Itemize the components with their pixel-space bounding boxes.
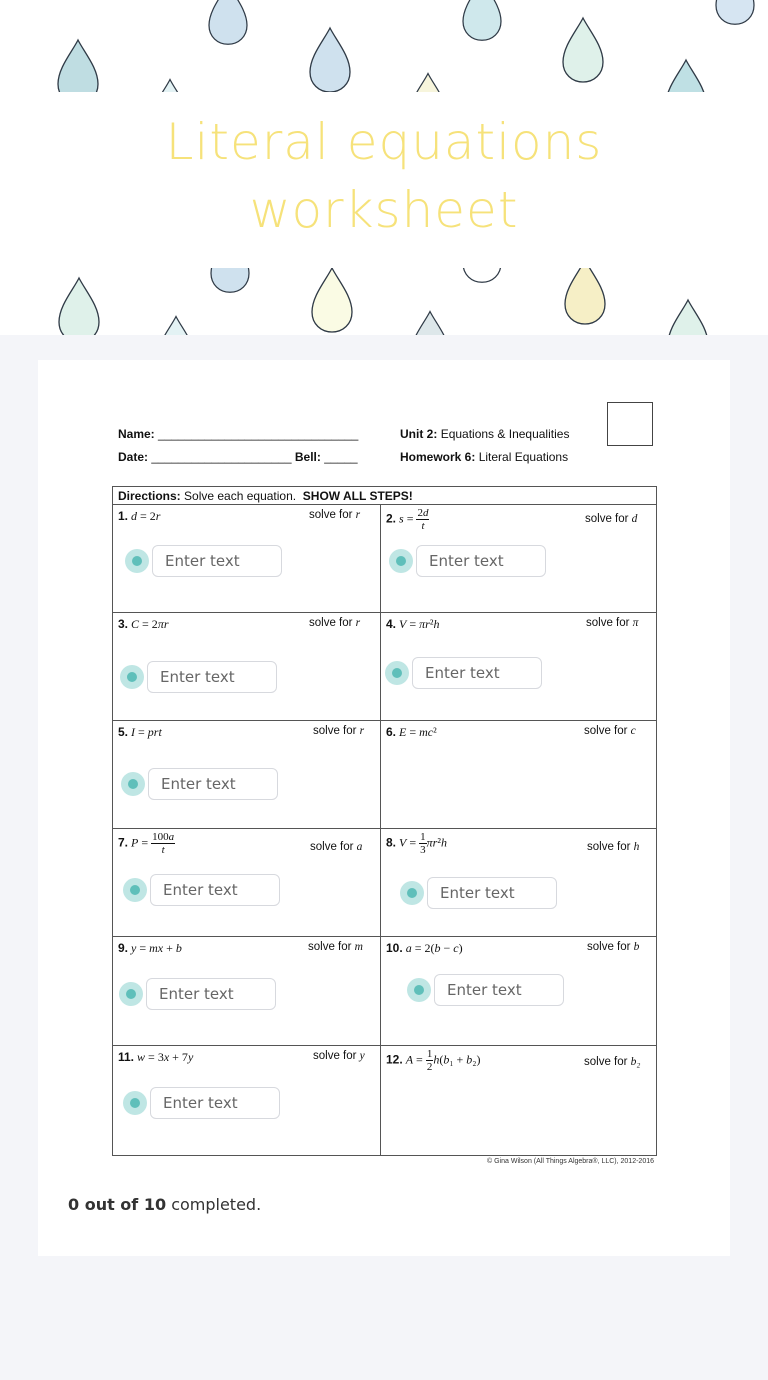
solve-for-3 bbox=[309, 617, 360, 629]
solve-label: solve for bbox=[313, 1050, 357, 1062]
solve-var: b bbox=[633, 941, 640, 953]
equation-10: 10. a = 2(b − c) bbox=[386, 941, 463, 955]
bell-line: _____ bbox=[324, 450, 358, 464]
date-row bbox=[118, 450, 358, 464]
problem-grid bbox=[112, 486, 657, 1156]
solve-label: solve for bbox=[308, 941, 352, 953]
answer-8 bbox=[400, 877, 557, 909]
homework-label: Homework 6: bbox=[400, 450, 476, 464]
title-line-1: Literal equations bbox=[165, 113, 603, 171]
answer-11 bbox=[123, 1087, 280, 1119]
answer-input-1[interactable] bbox=[152, 545, 282, 577]
solve-label: solve for bbox=[309, 617, 353, 629]
answer-5 bbox=[121, 768, 278, 800]
problem-number: 1. bbox=[118, 509, 129, 523]
title-line-2: worksheet bbox=[249, 181, 519, 239]
solve-label: solve for bbox=[585, 513, 629, 525]
equation-8: 8. V = $\frac{1}{3}$ πr²h bbox=[386, 831, 447, 856]
solve-for-10 bbox=[587, 941, 639, 953]
name-label: Name: bbox=[118, 427, 155, 441]
problem-number: 11. bbox=[118, 1050, 135, 1064]
solve-label: solve for bbox=[309, 509, 353, 521]
problem-number: 12. bbox=[386, 1052, 403, 1067]
solve-var: b₂ bbox=[630, 1056, 641, 1068]
solve-label: solve for bbox=[586, 617, 630, 629]
name-line: ______________________________ bbox=[158, 427, 359, 441]
answer-9 bbox=[119, 978, 276, 1010]
directions-text: Solve each equation. bbox=[184, 489, 297, 503]
score-box bbox=[607, 402, 653, 446]
solve-var: a bbox=[356, 841, 363, 853]
solve-for-1 bbox=[309, 509, 360, 521]
solve-label: solve for bbox=[584, 1056, 628, 1068]
solve-for-7 bbox=[310, 841, 362, 853]
name-row bbox=[118, 427, 358, 441]
problem-number: 10. bbox=[386, 941, 403, 955]
solve-label: solve for bbox=[313, 725, 357, 737]
problem-number: 2. bbox=[386, 511, 397, 526]
problem-cell-6 bbox=[381, 721, 656, 829]
worksheet-card bbox=[38, 360, 730, 1256]
solve-for-5 bbox=[313, 725, 364, 737]
answer-input-7[interactable] bbox=[150, 874, 280, 906]
solve-label: solve for bbox=[587, 941, 631, 953]
record-dot-icon[interactable] bbox=[119, 982, 143, 1006]
answer-input-10[interactable] bbox=[434, 974, 564, 1006]
date-line: _____________________ bbox=[151, 450, 292, 464]
homework-text: Literal Equations bbox=[478, 450, 569, 464]
answer-7 bbox=[123, 874, 280, 906]
answer-input-3[interactable] bbox=[147, 661, 277, 693]
equation-11: 11. w = 3x + 7y bbox=[118, 1050, 194, 1064]
problem-cell-12 bbox=[381, 1046, 656, 1155]
solve-label: solve for bbox=[587, 841, 631, 853]
solve-var: π bbox=[632, 617, 639, 629]
directions-emphasis: SHOW ALL STEPS! bbox=[302, 489, 413, 503]
solve-label: solve for bbox=[310, 841, 354, 853]
answer-input-4[interactable] bbox=[412, 657, 542, 689]
answer-4 bbox=[385, 657, 542, 689]
record-dot-icon[interactable] bbox=[385, 661, 409, 685]
record-dot-icon[interactable] bbox=[121, 772, 145, 796]
solve-var: h bbox=[633, 841, 640, 853]
record-dot-icon[interactable] bbox=[125, 549, 149, 573]
solve-label: solve for bbox=[584, 725, 628, 737]
answer-input-11[interactable] bbox=[150, 1087, 280, 1119]
solve-for-6 bbox=[584, 725, 636, 737]
progress-status bbox=[68, 1195, 261, 1214]
solve-var: y bbox=[359, 1050, 365, 1062]
equation-7: 7. P = $\frac{100a}{t}$ bbox=[118, 831, 175, 856]
bell-label: Bell: bbox=[294, 450, 321, 464]
page-title bbox=[0, 108, 768, 244]
equation-9: 9. y = mx + b bbox=[118, 941, 182, 955]
equation-4: 4. V = πr²h bbox=[386, 617, 440, 631]
record-dot-icon[interactable] bbox=[123, 1091, 147, 1115]
answer-10 bbox=[407, 974, 564, 1006]
solve-var: r bbox=[359, 725, 365, 737]
progress-count: 0 out of 10 bbox=[68, 1195, 167, 1214]
solve-for-8 bbox=[587, 841, 639, 853]
solve-for-4 bbox=[586, 617, 638, 629]
solve-for-11 bbox=[313, 1050, 365, 1062]
solve-var: r bbox=[355, 509, 361, 521]
problem-number: 5. bbox=[118, 725, 129, 739]
solve-for-9 bbox=[308, 941, 363, 953]
equation-2: 2. s = $\frac{2d}{t}$ bbox=[386, 507, 429, 532]
equation-12: 12. A = $\frac{1}{2}$ h(b₁ + b₂) bbox=[386, 1048, 481, 1073]
equation-5: 5. I = prt bbox=[118, 725, 162, 739]
date-label: Date: bbox=[118, 450, 149, 464]
answer-input-2[interactable] bbox=[416, 545, 546, 577]
record-dot-icon[interactable] bbox=[407, 978, 431, 1002]
answer-input-8[interactable] bbox=[427, 877, 557, 909]
unit-row bbox=[400, 427, 569, 441]
problem-number: 4. bbox=[386, 617, 397, 631]
unit-text: Equations & Inequalities bbox=[440, 427, 570, 441]
solve-var: c bbox=[630, 725, 636, 737]
answer-3 bbox=[120, 661, 277, 693]
record-dot-icon[interactable] bbox=[123, 878, 147, 902]
progress-suffix: completed. bbox=[171, 1195, 262, 1214]
banner bbox=[0, 0, 768, 335]
problem-number: 7. bbox=[118, 835, 129, 850]
worksheet bbox=[38, 360, 730, 1256]
record-dot-icon[interactable] bbox=[389, 549, 413, 573]
problem-number: 9. bbox=[118, 941, 129, 955]
solve-var: r bbox=[355, 617, 361, 629]
equation-3: 3. C = 2πr bbox=[118, 617, 169, 631]
solve-var: d bbox=[631, 513, 638, 525]
record-dot-icon[interactable] bbox=[120, 665, 144, 689]
homework-row bbox=[400, 450, 568, 464]
solve-for-12 bbox=[584, 1056, 640, 1068]
record-dot-icon[interactable] bbox=[400, 881, 424, 905]
answer-input-9[interactable] bbox=[146, 978, 276, 1010]
directions-label: Directions: bbox=[118, 489, 181, 503]
copyright: © Gina Wilson (All Things Algebra®, LLC), 2012-2016 bbox=[487, 1158, 654, 1165]
solve-for-2 bbox=[585, 513, 637, 525]
problem-number: 3. bbox=[118, 617, 129, 631]
equation-1: 1. d = 2r bbox=[118, 509, 161, 523]
unit-label: Unit 2: bbox=[400, 427, 438, 441]
directions bbox=[113, 487, 656, 505]
answer-2 bbox=[389, 545, 546, 577]
answer-1 bbox=[125, 545, 282, 577]
problem-number: 6. bbox=[386, 725, 397, 739]
answer-input-5[interactable] bbox=[148, 768, 278, 800]
equation-6: 6. E = mc² bbox=[386, 725, 437, 739]
problem-number: 8. bbox=[386, 835, 397, 850]
solve-var: m bbox=[354, 941, 363, 953]
